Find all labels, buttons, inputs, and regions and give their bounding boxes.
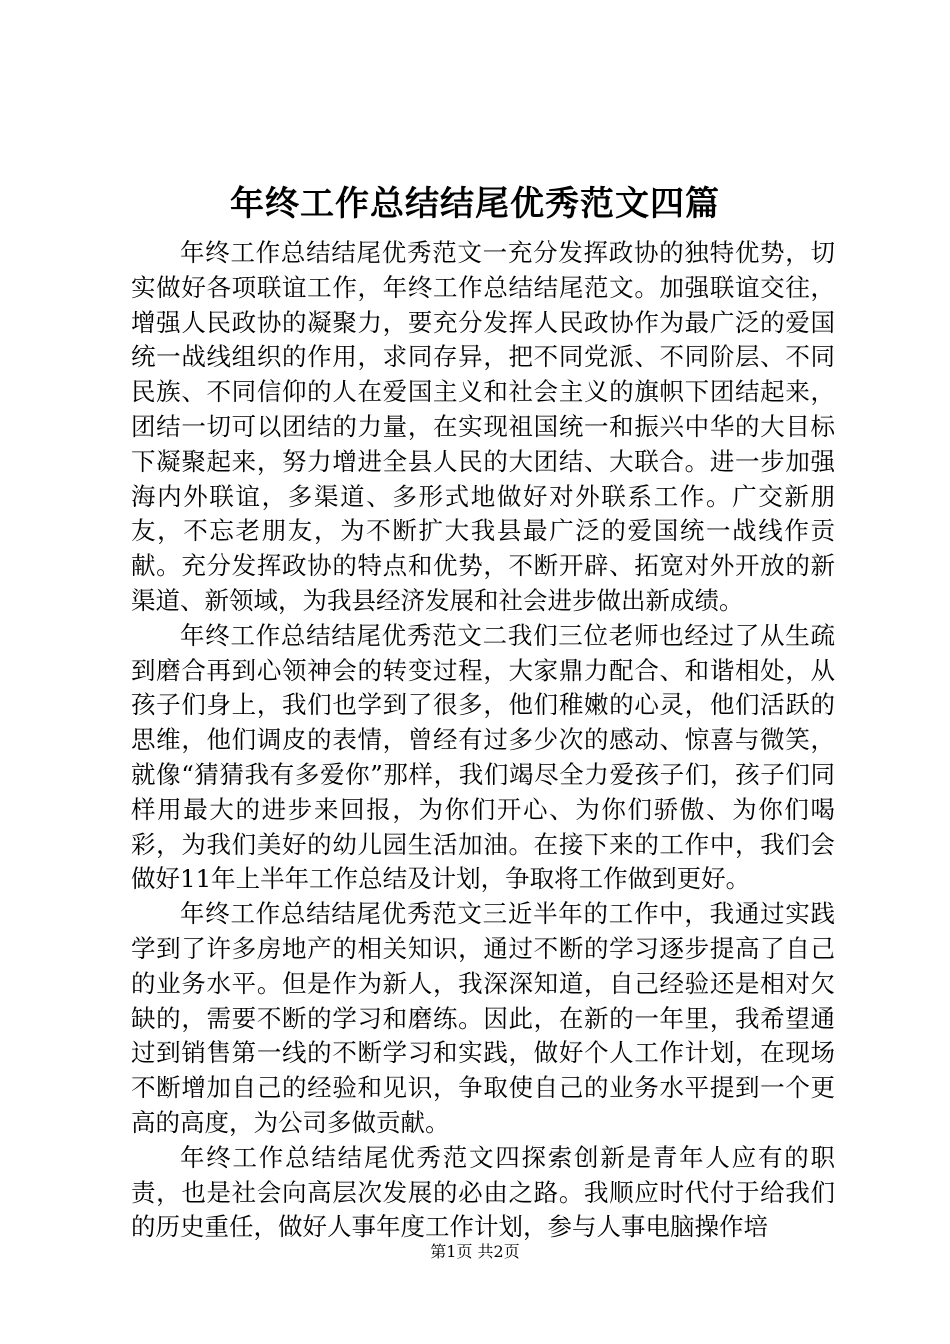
- document-title: 年终工作总结结尾优秀范文四篇: [230, 184, 720, 224]
- paragraph-3: 年终工作总结结尾优秀范文三近半年的工作中，我通过实践学到了许多房地产的相关知识，通过不断的学习逐步提高了自己的业务水平。但是作为新人，我深深知道，自己经验还是相对欠缺的，需要不断的学习和磨练。因此，在新的一年里，我希望通过到销售第一线的不断学习和实践，做好个人工作计划，在现场不断增加自己的经验和见识，争取使自己的业务水平提到一个更高的高度，为公司多做贡献。: [131, 899, 835, 1137]
- document-body: [131, 236, 835, 1245]
- paragraph-4: 年终工作总结结尾优秀范文四探索创新是青年人应有的职责，也是社会向高层次发展的必由之路。我顺应时代付于给我们的历史重任，做好人事年度工作计划，参与人事电脑操作培: [131, 1142, 835, 1242]
- paragraph-2: 年终工作总结结尾优秀范文二我们三位老师也经过了从生疏到磨合再到心领神会的转变过程，大家鼎力配合、和谐相处，从孩子们身上，我们也学到了很多，他们稚嫩的心灵，他们活跃的思维，他们调皮的表情，曾经有过多少次的感动、惊喜与微笑，就像“猜猜我有多爱你”那样，我们竭尽全力爱孩子们，孩子们同样用最大的进步来回报，为你们开心、为你们骄傲、为你们喝彩，为我们美好的幼儿园生活加油。在接下来的工作中，我们会做好11年上半年工作总结及计划，争取将工作做到更好。: [131, 620, 835, 894]
- paragraph-1: 年终工作总结结尾优秀范文一充分发挥政协的独特优势，切实做好各项联谊工作，年终工作总结结尾范文。加强联谊交往，增强人民政协的凝聚力，要充分发挥人民政协作为最广泛的爱国统一战线组织的作用，求同存异，把不同党派、不同阶层、不同民族、不同信仰的人在爱国主义和社会主义的旗帜下团结起来，团结一切可以团结的力量，在实现祖国统一和振兴中华的大目标下凝聚起来，努力增进全县人民的大团结、大联合。进一步加强海内外联谊，多渠道、多形式地做好对外联系工作。广交新朋友，不忘老朋友，为不断扩大我县最广泛的爱国统一战线作贡献。充分发挥政协的特点和优势，不断开辟、拓宽对外开放的新渠道、新领域，为我县经济发展和社会进步做出新成绩。: [131, 238, 835, 615]
- page-footer: 第1页 共2页: [430, 1242, 520, 1261]
